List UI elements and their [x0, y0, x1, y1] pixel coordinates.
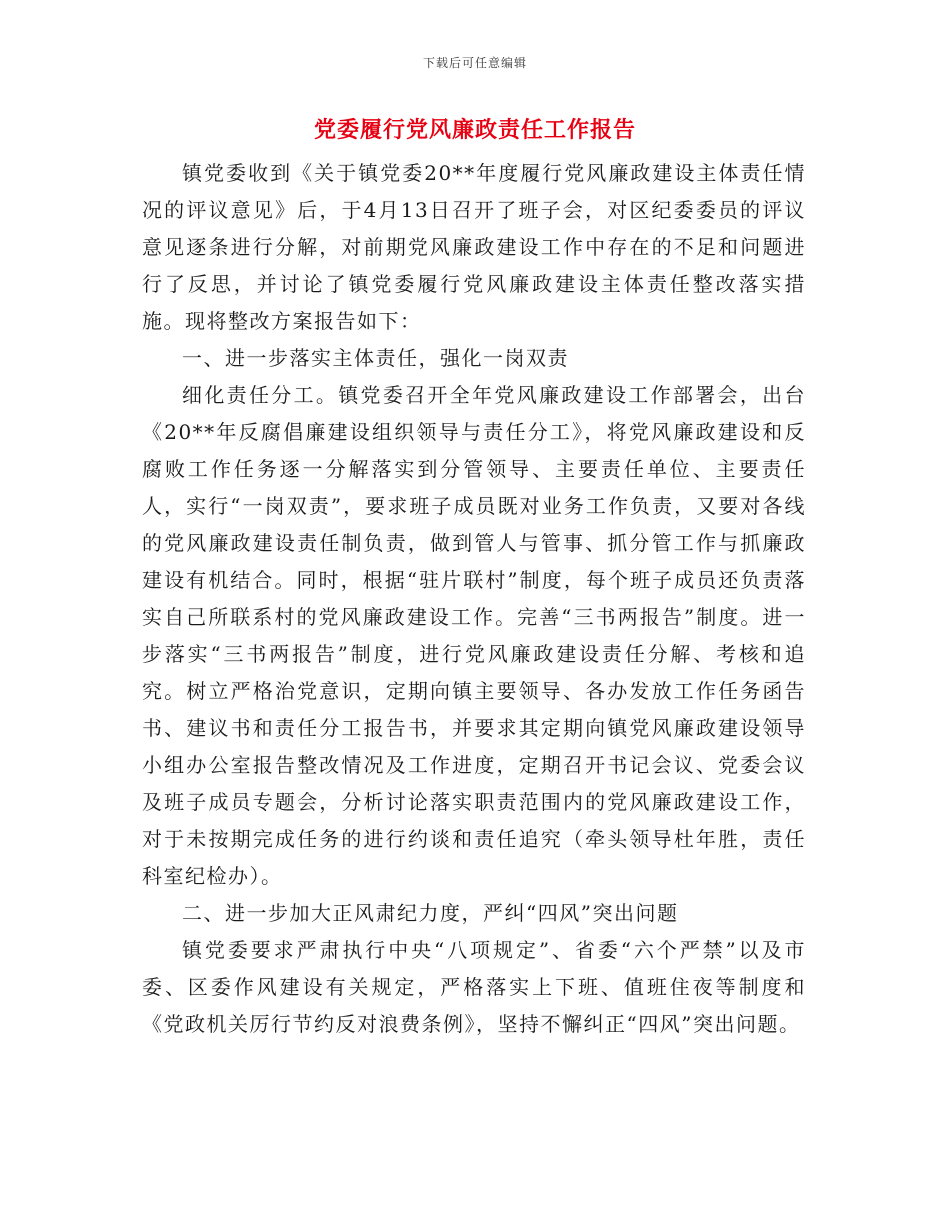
section-heading-2: 二、进一步加大正风肃纪力度，严纠“四风”突出问题: [182, 901, 679, 925]
document-title: 党委履行党风廉政责任工作报告: [313, 117, 636, 143]
document-body: [142, 155, 806, 1043]
intro-paragraph: 镇党委收到《关于镇党委20**年度履行党风廉政建设主体责任情况的评议意见》后，于4月13日召开了班子会，对区纪委委员的评议意见逐条进行分解，对前期党风廉政建设工作中存在的不足和问题进行了反思，并讨论了镇党委履行党风廉政建设主体责任整改落实措施。现将整改方案报告如下：: [142, 161, 806, 333]
section-heading-1: 一、进一步落实主体责任，强化一岗双责: [182, 346, 569, 370]
section-2-paragraph: 镇党委要求严肃执行中央“八项规定”、省委“六个严禁”以及市委、区委作风建设有关规定，严格落实上下班、值班住夜等制度和《党政机关厉行节约反对浪费条例》，坚持不懈纠正“四风”突出问题。: [142, 938, 806, 1036]
header-note: 下载后可任意编辑: [422, 56, 527, 70]
section-1-paragraph: 细化责任分工。镇党委召开全年党风廉政建设工作部署会，出台《20**年反腐倡廉建设组织领导与责任分工》，将党风廉政建设和反腐败工作任务逐一分解落实到分管领导、主要责任单位、主要责任人，实行“一岗双责”，要求班子成员既对业务工作负责，又要对各线的党风廉政建设责任制负责，做到管人与管事、抓分管工作与抓廉政建设有机结合。同时，根据“驻片联村”制度，每个班子成员还负责落实自己所联系村的党风廉政建设工作。完善“三书两报告”制度。进一步落实“三书两报告”制度，进行党风廉政建设责任分解、考核和追究。树立严格治党意识，定期向镇主要领导、各办发放工作任务函告书、建议书和责任分工报告书，并要求其定期向镇党风廉政建设领导小组办公室报告整改情况及工作进度，定期召开书记会议、党委会议及班子成员专题会，分析讨论落实职责范围内的党风廉政建设工作，对于未按期完成任务的进行约谈和责任追究（牵头领导杜年胜，责任科室纪检办）。: [142, 383, 806, 888]
